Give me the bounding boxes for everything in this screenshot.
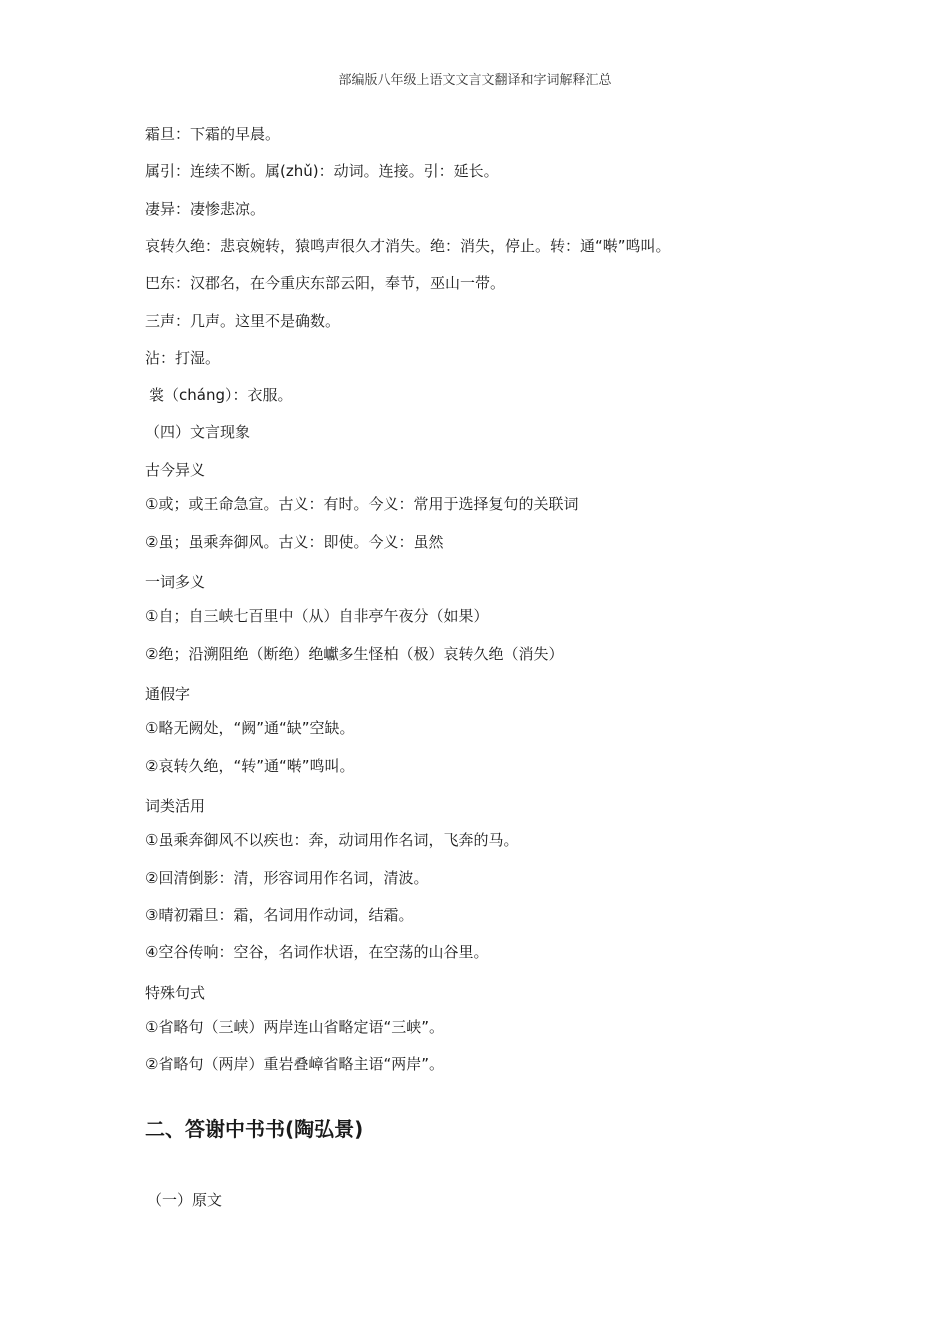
text-line: ②回清倒影：清，形容词用作名词，清波。 [145,869,429,887]
subsection-heading: （一）原文 [147,1191,223,1209]
text-line: ③晴初霜旦：霜，名词用作动词，结霜。 [145,906,414,924]
text-line: 哀转久绝：悲哀婉转，猿鸣声很久才消失。绝：消失，停止。转：通“啭”鸣叫。 [145,237,671,255]
section-title: 二、答谢中书书(陶弘景) [145,1117,364,1141]
text-line: 三声：几声。这里不是确数。 [145,312,341,330]
text-line: ①省略句（三峡）两岸连山省略定语“三峡”。 [145,1018,444,1036]
text-line: 霜旦：下霜的早晨。 [145,125,281,143]
text-line: ①自；自三峡七百里中（从）自非亭午夜分（如果） [145,607,489,625]
category-heading: 特殊句式 [145,984,206,1002]
text-line: ②虽；虽乘奔御风。古义：即使。今义：虽然 [145,533,444,551]
text-line: ①虽乘奔御风不以疾也：奔，动词用作名词，飞奔的马。 [145,831,519,849]
text-line: ②绝；沿溯阻绝（断绝）绝巘多生怪柏（极）哀转久绝（消失） [145,645,564,663]
text-line: 沾：打湿。 [145,349,221,367]
text-line: 巴东：汉郡名，在今重庆东部云阳，奉节，巫山一带。 [145,274,506,292]
page-header: 部编版八年级上语文文言文翻译和字词解释汇总 [338,73,612,88]
text-line: ①略无阙处，“阙”通“缺”空缺。 [145,719,355,737]
text-line: ②省略句（两岸）重岩叠嶂省略主语“两岸”。 [145,1055,444,1073]
text-line: 属引：连续不断。属(zhǔ)：动词。连接。引：延长。 [145,162,499,180]
category-heading: 古今异义 [145,461,206,479]
category-heading: 词类活用 [145,797,206,815]
text-line: ④空谷传响：空谷，名词作状语，在空荡的山谷里。 [145,943,489,961]
category-heading: 通假字 [145,685,191,703]
text-line: 裳（cháng）：衣服。 [149,386,293,404]
text-line: ①或；或王命急宣。古义：有时。今义：常用于选择复句的关联词 [145,495,579,513]
text-line: 凄异：凄惨悲凉。 [145,200,266,218]
text-line: ②哀转久绝，“转”通“啭”鸣叫。 [145,757,355,775]
category-heading: 一词多义 [145,573,206,591]
subsection-heading: （四）文言现象 [145,423,251,441]
